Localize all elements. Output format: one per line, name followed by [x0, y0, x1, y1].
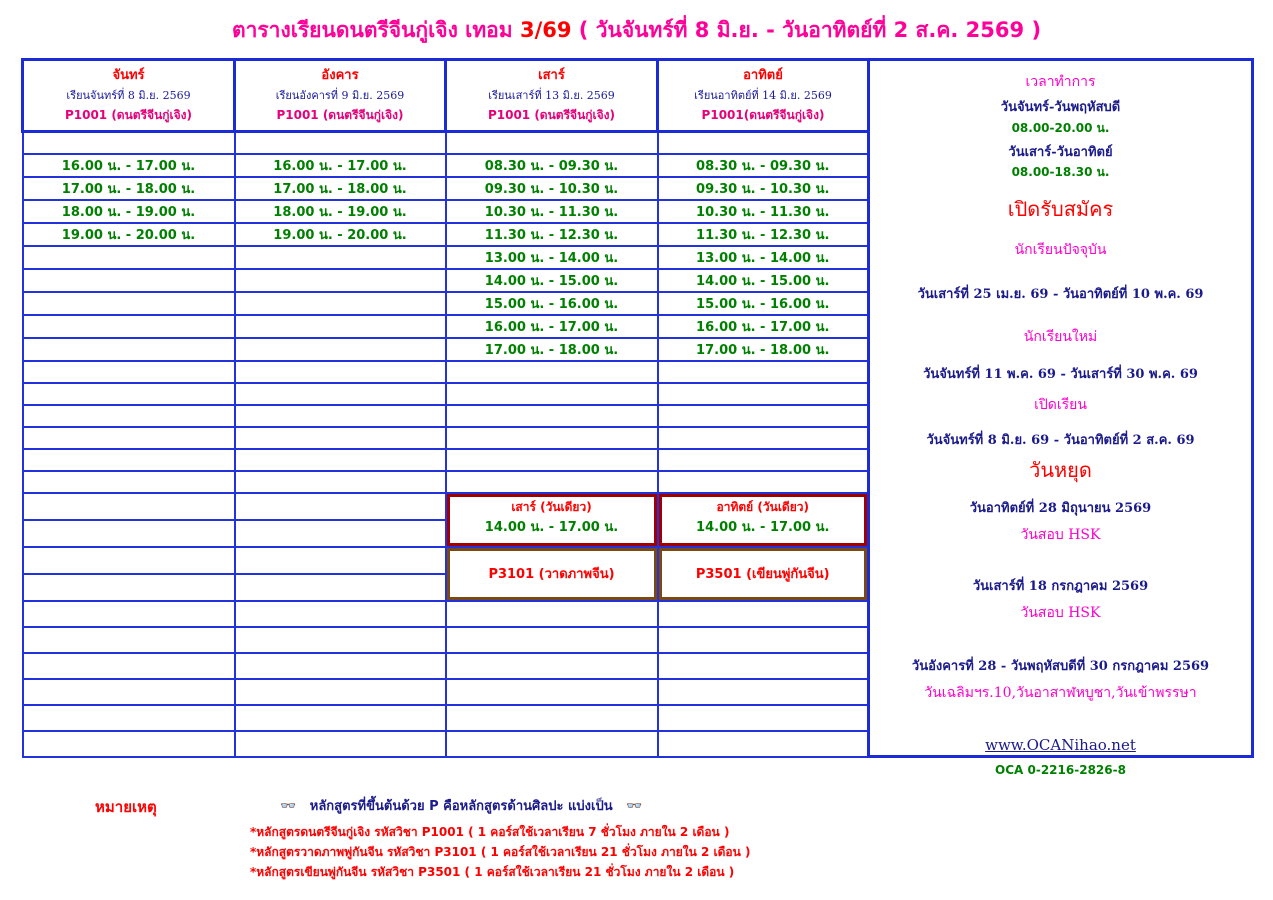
time-slot: [235, 731, 446, 757]
time-slot: [23, 627, 235, 653]
notes-section: [0, 795, 1273, 895]
info-class-dates: วันจันทร์ที่ 8 มิ.ย. 69 - วันอาทิตย์ที่ 2 ส.ค. 69: [926, 433, 1195, 448]
time-slot: 19.00 น. - 20.00 น.: [235, 223, 446, 246]
info-current-dates: วันเสาร์ที่ 25 เม.ย. 69 - วันอาทิตย์ที่ 10 พ.ค. 69: [917, 287, 1204, 302]
note-line: *หลักสูตรดนตรีจีนกู่เจิง รหัสวิชา P1001 ( 1 คอร์สใช้เวลาเรียน 7 ชั่วโมง ภายใน 2 เดือน ): [250, 825, 730, 839]
col-sunday-header: [658, 60, 869, 132]
special-day: อาทิตย์ (วันเดียว): [716, 499, 809, 514]
notes-intro: หลักสูตรที่ขึ้นต้นด้วย P คือหลักสูตรด้านศิลปะ แบ่งเป็น: [309, 799, 613, 814]
time-slot: 18.00 น. - 19.00 น.: [23, 200, 235, 223]
header-row: [23, 60, 1253, 84]
time-slot: [23, 383, 235, 405]
time-slot: [23, 705, 235, 731]
time-slot: [23, 493, 235, 520]
time-slot: [235, 405, 446, 427]
time-slot: 17.00 น. - 18.00 น.: [658, 338, 869, 361]
time-slot: [658, 405, 869, 427]
time-slot: [235, 705, 446, 731]
time-slot: [23, 731, 235, 757]
time-slot: [235, 627, 446, 653]
title-pre: ตารางเรียนดนตรีจีนกู่เจิง เทอม: [231, 18, 520, 42]
time-slot: [235, 383, 446, 405]
info-weekday-hours: 08.00-20.00 น.: [1011, 121, 1110, 135]
time-slot: [23, 292, 235, 315]
course-box: [659, 548, 868, 600]
time-slot: 13.00 น. - 14.00 น.: [658, 246, 869, 269]
time-slot: [23, 132, 235, 154]
time-slot: [446, 471, 658, 493]
time-slot: [235, 132, 446, 154]
time-slot: [235, 269, 446, 292]
special-time: 14.00 น. - 17.00 น.: [484, 519, 619, 535]
time-slot: [23, 315, 235, 338]
info-weekday-label: วันจันทร์-วันพฤหัสบดี: [1000, 100, 1121, 115]
time-slot: [235, 315, 446, 338]
info-h3-date: วันอังคารที่ 28 - วันพฤหัสบดีที่ 30 กรกฎาคม 2569: [911, 659, 1210, 674]
day-name: อังคาร: [321, 67, 359, 83]
time-slot: [446, 449, 658, 471]
course-code: P1001 (ดนตรีจีนกู่เจิง): [64, 107, 193, 122]
time-slot: [235, 427, 446, 449]
time-slot: [446, 132, 658, 154]
time-slot: 18.00 น. - 19.00 น.: [235, 200, 446, 223]
time-slot: [235, 493, 446, 520]
time-slot: [235, 361, 446, 383]
info-h2-date: วันเสาร์ที่ 18 กรกฎาคม 2569: [972, 579, 1149, 594]
time-slot: [658, 361, 869, 383]
time-slot: 16.00 น. - 17.00 น.: [235, 154, 446, 177]
time-slot: [446, 731, 658, 757]
col-saturday-header: [446, 60, 658, 132]
time-slot: [446, 705, 658, 731]
time-slot: [235, 338, 446, 361]
time-slot: [446, 427, 658, 449]
col-tuesday-header: [235, 60, 446, 132]
time-slot: [23, 679, 235, 705]
course-code: P1001(ดนตรีจีนกู่เจิง): [701, 107, 825, 122]
note-line: *หลักสูตรวาดภาพพู่กันจีน รหัสวิชา P3101 ( 1 คอร์สใช้เวลาเรียน 21 ชั่วโมง ภายใน 2 เดือน ): [250, 845, 751, 859]
time-slot: [658, 627, 869, 653]
time-slot: 09.30 น. - 10.30 น.: [658, 177, 869, 200]
time-slot: [446, 627, 658, 653]
notes-intro-line: [280, 795, 642, 816]
day-name: จันทร์: [112, 67, 145, 83]
time-slot: 10.30 น. - 11.30 น.: [446, 200, 658, 223]
time-slot: [235, 679, 446, 705]
schedule-table: [21, 58, 1254, 777]
info-holiday: วันหยุด: [1029, 458, 1092, 482]
info-weekend-hours: 08.00-18.30 น.: [1011, 165, 1110, 179]
info-open-reg: เปิดรับสมัคร: [1007, 197, 1114, 221]
time-slot: 15.00 น. - 16.00 น.: [446, 292, 658, 315]
time-slot: [23, 269, 235, 292]
time-slot: [23, 427, 235, 449]
info-h3-note: วันเฉลิมฯร.10,วันอาสาฬหบูชา,วันเข้าพรรษา: [924, 685, 1197, 701]
info-new-students: นักเรียนใหม่: [1023, 329, 1098, 345]
glasses-icon: 👓: [626, 799, 643, 814]
time-slot: [658, 679, 869, 705]
time-slot: [658, 601, 869, 627]
time-slot: [446, 601, 658, 627]
time-slot: [23, 471, 235, 493]
course-box: [447, 548, 657, 600]
start-date: เรียนเสาร์ที่ 13 มิ.ย. 2569: [488, 88, 615, 102]
time-slot: [446, 361, 658, 383]
time-slot: 17.00 น. - 18.00 น.: [23, 177, 235, 200]
time-slot: 11.30 น. - 12.30 น.: [658, 223, 869, 246]
course-code: P1001 (ดนตรีจีนกู่เจิง): [276, 107, 404, 122]
time-slot: [446, 383, 658, 405]
info-hours-title: เวลาทำการ: [1025, 74, 1096, 90]
time-slot: [235, 449, 446, 471]
time-slot: 17.00 น. - 18.00 น.: [235, 177, 446, 200]
time-slot: [235, 520, 446, 547]
time-slot: [658, 383, 869, 405]
col-monday-header: [23, 60, 235, 132]
website-link[interactable]: www.OCANihao.net: [985, 736, 1136, 754]
time-slot: [658, 653, 869, 679]
time-slot: [23, 520, 235, 547]
time-slot: [23, 361, 235, 383]
time-slot: 10.30 น. - 11.30 น.: [658, 200, 869, 223]
time-slot: [658, 132, 869, 154]
info-h1-note: วันสอบ HSK: [1020, 527, 1101, 543]
start-date: เรียนอาทิตย์ที่ 14 มิ.ย. 2569: [694, 88, 832, 102]
special-course-sat: [446, 547, 658, 601]
time-slot: [23, 338, 235, 361]
day-name: อาทิตย์: [743, 67, 783, 83]
time-slot: [235, 601, 446, 627]
time-slot: [23, 574, 235, 601]
time-slot: [23, 547, 235, 574]
time-slot: 15.00 น. - 16.00 น.: [658, 292, 869, 315]
info-current-students: นักเรียนปัจจุบัน: [1014, 242, 1107, 258]
time-slot: 13.00 น. - 14.00 น.: [446, 246, 658, 269]
special-course-sun: [658, 547, 869, 601]
time-slot: 14.00 น. - 15.00 น.: [658, 269, 869, 292]
time-slot: [446, 653, 658, 679]
time-slot: [446, 405, 658, 427]
time-slot: [235, 547, 446, 574]
special-class-sat: [446, 493, 658, 547]
time-slot: [23, 405, 235, 427]
time-slot: [235, 653, 446, 679]
special-time: 14.00 น. - 17.00 น.: [696, 519, 830, 535]
time-slot: [23, 246, 235, 269]
info-panel: [869, 60, 1253, 777]
info-class-open: เปิดเรียน: [1034, 397, 1087, 413]
time-slot: [658, 471, 869, 493]
time-slot: 17.00 น. - 18.00 น.: [446, 338, 658, 361]
course-name: P3501 (เขียนพู่กันจีน): [695, 567, 830, 582]
day-name: เสาร์: [538, 67, 565, 83]
title-post: ( วันจันทร์ที่ 8 มิ.ย. - วันอาทิตย์ที่ 2 ส.ค. 2569 ): [571, 18, 1042, 42]
info-h2-note: วันสอบ HSK: [1020, 605, 1101, 621]
info-h1-date: วันอาทิตย์ที่ 28 มิถุนายน 2569: [969, 501, 1152, 516]
time-slot: 08.30 น. - 09.30 น.: [658, 154, 869, 177]
time-slot: [658, 705, 869, 731]
time-slot: 08.30 น. - 09.30 น.: [446, 154, 658, 177]
time-slot: [235, 246, 446, 269]
page-title: [0, 14, 1273, 47]
time-slot: 16.00 น. - 17.00 น.: [658, 315, 869, 338]
time-slot: 16.00 น. - 17.00 น.: [446, 315, 658, 338]
time-slot: [658, 427, 869, 449]
time-slot: [658, 449, 869, 471]
time-slot: [235, 292, 446, 315]
time-slot: [23, 449, 235, 471]
time-slot: 16.00 น. - 17.00 น.: [23, 154, 235, 177]
info-phone: OCA 0-2216-2826-8: [995, 763, 1126, 777]
time-slot: [235, 574, 446, 601]
title-term: 3/69: [519, 18, 572, 42]
time-slot: [23, 601, 235, 627]
course-name: P3101 (วาดภาพจีน): [488, 567, 615, 582]
glasses-icon: 👓: [280, 799, 297, 814]
course-code: P1001 (ดนตรีจีนกู่เจิง): [487, 107, 616, 122]
time-slot: 19.00 น. - 20.00 น.: [23, 223, 235, 246]
info-weekend-label: วันเสาร์-วันอาทิตย์: [1008, 145, 1113, 160]
start-date: เรียนอังคารที่ 9 มิ.ย. 2569: [275, 88, 405, 102]
time-slot: [658, 731, 869, 757]
special-day: เสาร์ (วันเดียว): [511, 499, 592, 514]
info-new-dates: วันจันทร์ที่ 11 พ.ค. 69 - วันเสาร์ที่ 30 พ.ค. 69: [923, 367, 1198, 382]
time-slot: [446, 679, 658, 705]
time-slot: 09.30 น. - 10.30 น.: [446, 177, 658, 200]
special-class-sun: [658, 493, 869, 547]
special-box: [447, 494, 657, 546]
time-slot: [235, 471, 446, 493]
time-slot: 14.00 น. - 15.00 น.: [446, 269, 658, 292]
start-date: เรียนจันทร์ที่ 8 มิ.ย. 2569: [66, 88, 191, 102]
special-box: [659, 494, 868, 546]
time-slot: [23, 653, 235, 679]
time-slot: 11.30 น. - 12.30 น.: [446, 223, 658, 246]
notes-label: หมายเหตุ: [95, 798, 157, 816]
note-line: *หลักสูตรเขียนพู่กันจีน รหัสวิชา P3501 ( 1 คอร์สใช้เวลาเรียน 21 ชั่วโมง ภายใน 2 เดือน ): [250, 865, 735, 879]
